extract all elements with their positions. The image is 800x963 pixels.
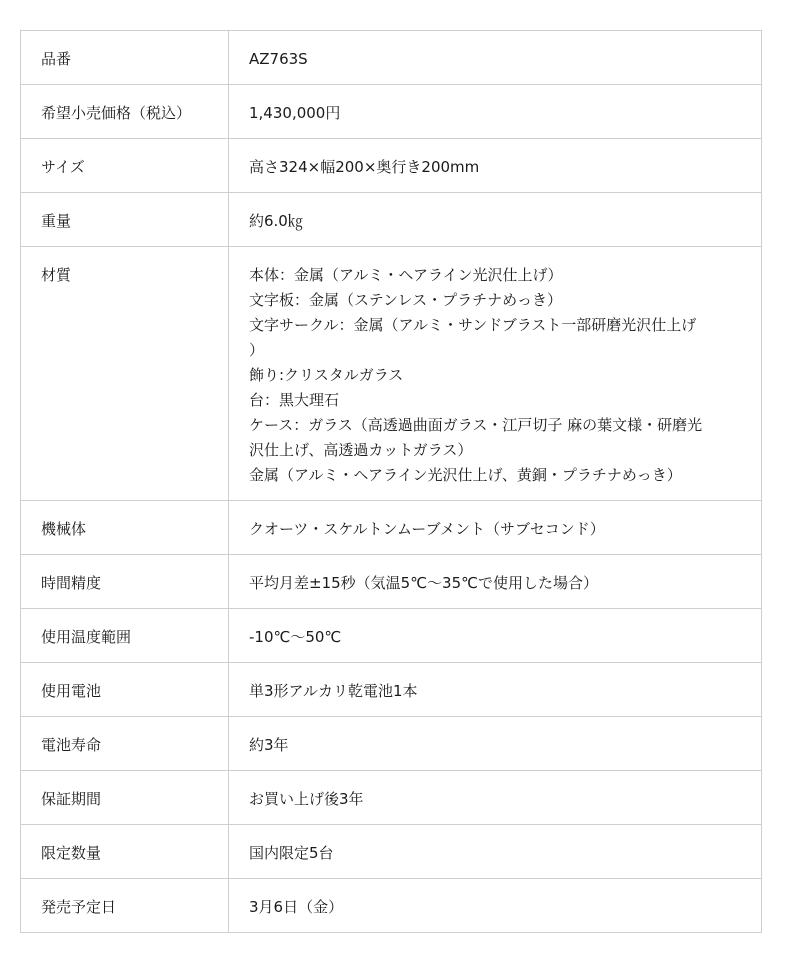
table-row xyxy=(21,31,762,85)
spec-value-material xyxy=(229,247,762,501)
table-row xyxy=(21,609,762,663)
spec-label-size: サイズ xyxy=(21,139,229,193)
spec-value-battery-life: 約3年 xyxy=(229,717,762,771)
material-line: 台：黒大理石 xyxy=(249,391,340,409)
spec-label-release-date: 発売予定日 xyxy=(21,879,229,933)
spec-label-battery: 使用電池 xyxy=(21,663,229,717)
spec-value-size: 高さ324×幅200×奥行き200mm xyxy=(229,139,762,193)
table-row xyxy=(21,663,762,717)
table-row xyxy=(21,193,762,247)
material-line: 本体：金属（アルミ・ヘアライン光沢仕上げ） xyxy=(249,266,563,284)
table-row xyxy=(21,555,762,609)
table-row xyxy=(21,85,762,139)
spec-value-price: 1,430,000円 xyxy=(229,85,762,139)
spec-value-weight: 約6.0㎏ xyxy=(229,193,762,247)
spec-label-movement: 機械体 xyxy=(21,501,229,555)
spec-label-price: 希望小売価格（税込） xyxy=(21,85,229,139)
table-row xyxy=(21,139,762,193)
spec-value-release-date: 3月6日（金） xyxy=(229,879,762,933)
material-line: 文字サークル：金属（アルミ・サンドブラスト一部研磨光沢仕上げ xyxy=(249,316,697,334)
spec-label-limited-quantity: 限定数量 xyxy=(21,825,229,879)
table-row xyxy=(21,825,762,879)
spec-value-limited-quantity: 国内限定5台 xyxy=(229,825,762,879)
spec-value-warranty: お買い上げ後3年 xyxy=(229,771,762,825)
spec-value-battery: 単3形アルカリ乾電池1本 xyxy=(229,663,762,717)
spec-label-weight: 重量 xyxy=(21,193,229,247)
spec-value-accuracy: 平均月差±15秒（気温5℃～35℃で使用した場合） xyxy=(229,555,762,609)
spec-label-material: 材質 xyxy=(21,247,229,501)
table-row xyxy=(21,717,762,771)
material-line: ケース：ガラス（高透過曲面ガラス・江戸切子 麻の葉文様・研磨光 xyxy=(249,416,703,434)
material-line: ） xyxy=(249,341,265,359)
table-row xyxy=(21,879,762,933)
spec-label-accuracy: 時間精度 xyxy=(21,555,229,609)
spec-label-product-number: 品番 xyxy=(21,31,229,85)
spec-label-battery-life: 電池寿命 xyxy=(21,717,229,771)
spec-value-temperature-range: -10℃～50℃ xyxy=(229,609,762,663)
material-line: 金属（アルミ・ヘアライン光沢仕上げ、黄銅・プラチナめっき） xyxy=(249,466,682,484)
spec-label-warranty: 保証期間 xyxy=(21,771,229,825)
spec-table xyxy=(20,30,762,933)
material-line: 文字板：金属（ステンレス・プラチナめっき） xyxy=(249,291,562,309)
spec-label-temperature-range: 使用温度範囲 xyxy=(21,609,229,663)
table-row xyxy=(21,247,762,501)
spec-value-product-number: AZ763S xyxy=(229,31,762,85)
spec-value-movement: クオーツ・スケルトンムーブメント（サブセコンド） xyxy=(229,501,762,555)
material-line: 飾り:クリスタルガラス xyxy=(249,366,404,384)
table-row xyxy=(21,501,762,555)
material-line: 沢仕上げ、高透過カットガラス） xyxy=(249,441,473,459)
table-row xyxy=(21,771,762,825)
